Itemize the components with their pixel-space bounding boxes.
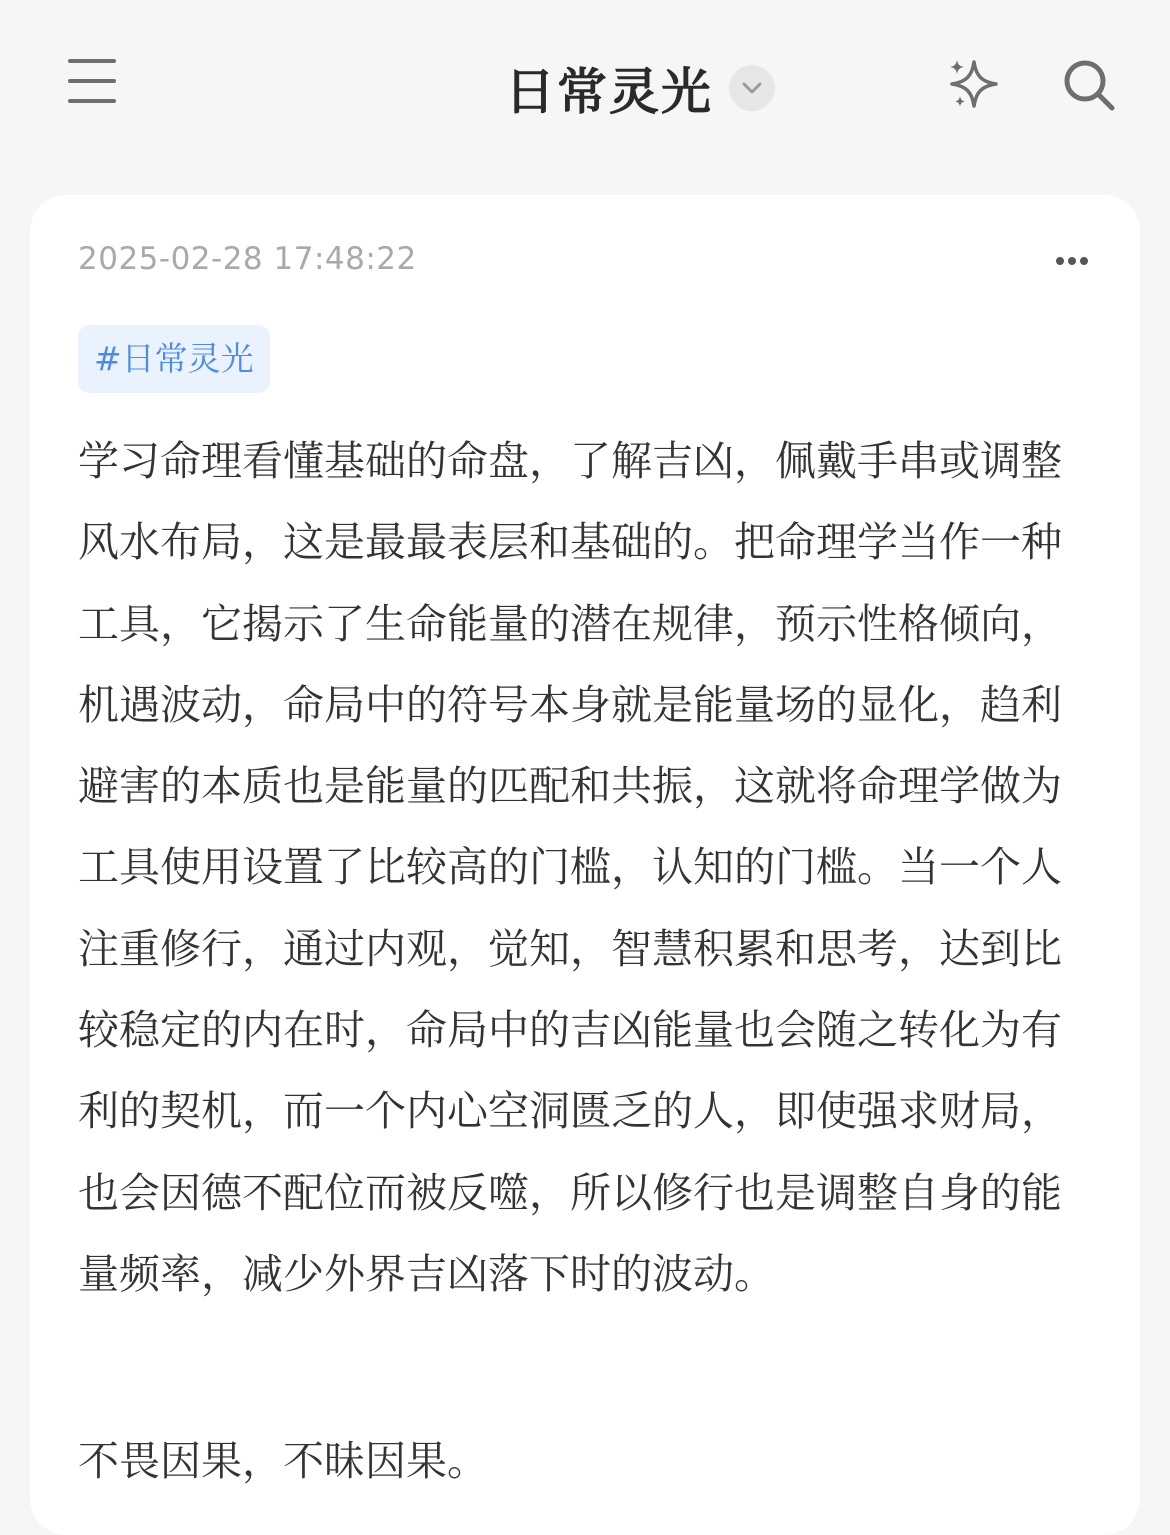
more-horizontal-icon[interactable] (1052, 251, 1092, 271)
note-paragraph: 不畏因果，不昧因果。 (78, 1437, 488, 1485)
sparkle-icon[interactable] (948, 56, 1004, 112)
note-paragraph: 学习命理看懂基础的命盘，了解吉凶，佩戴手串或调整风水布局，这是最最表层和基础的。把命理学当作一种工具，它揭示了生命能量的潜在规律，预示性格倾向，机遇波动，命局中的符号本身就是能量场的显化，趋利避害的本质也是能量的匹配和共振，这就将命理学做为工具使用设置了比较高的门槛，认知的门槛。当一个人注重修行，通过内观，觉知，智慧积累和思考，达到比较稳定的内在时，命局中的吉凶能量也会随之转化为有利的契机，而一个内心空洞匮乏的人，即使强求财局，也会因德不配位而被反噬，所以修行也是调整自身的能量频率，减少外界吉凶落下时的波动。 (78, 437, 1062, 1298)
search-icon[interactable] (1060, 56, 1118, 114)
top-bar (0, 0, 1170, 170)
tag-chip[interactable]: #日常灵光 (78, 325, 270, 393)
chevron-down-icon (729, 65, 775, 111)
note-timestamp: 2025-02-28 17:48:22 (78, 241, 417, 277)
page-title: 日常灵光 (505, 63, 713, 121)
notebook-switcher[interactable] (395, 52, 775, 124)
note-card (30, 195, 1140, 1535)
